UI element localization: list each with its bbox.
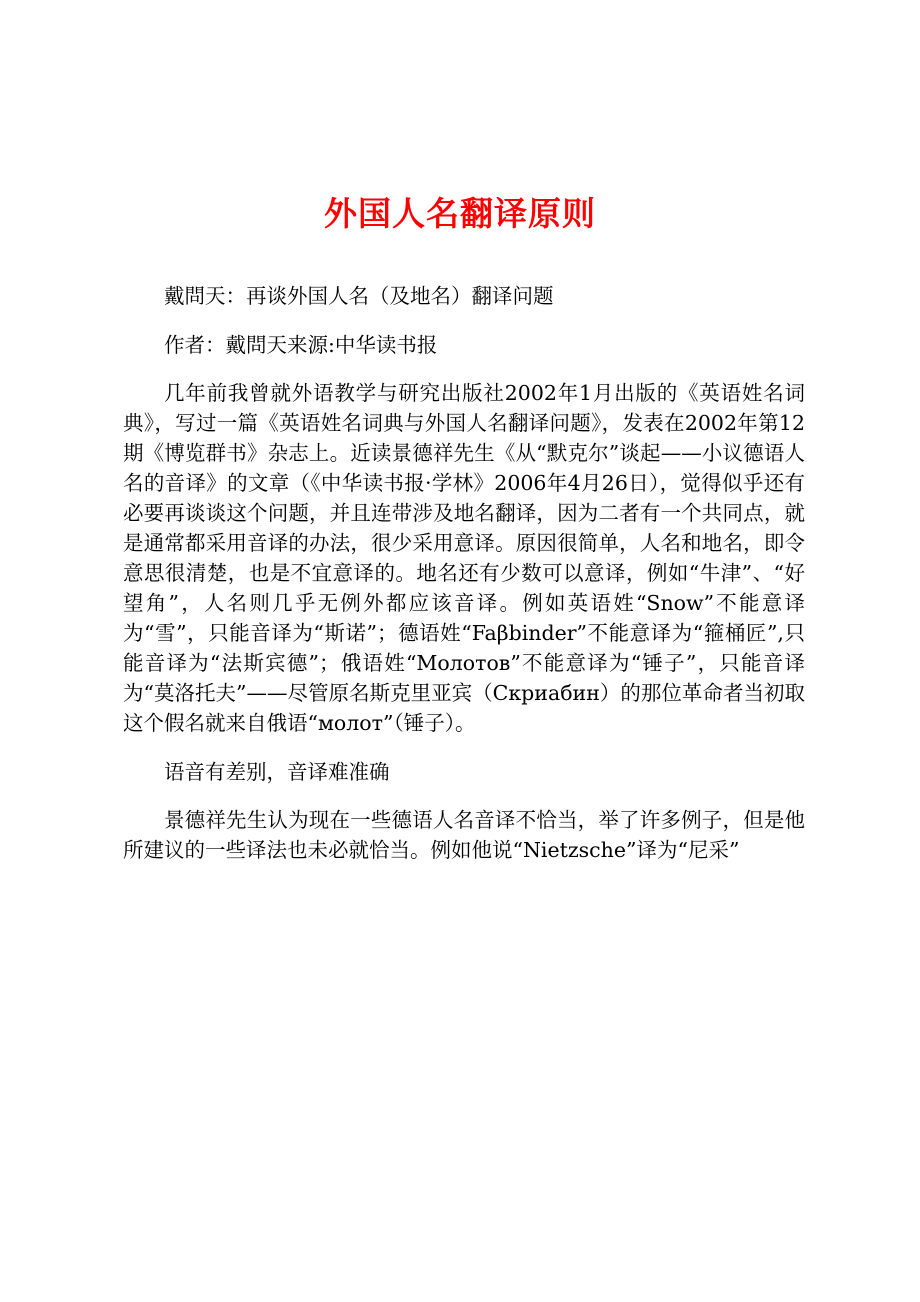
paragraph-body: 景德祥先生认为现在一些德语人名音译不恰当，举了许多例子，但是他所建议的一些译法也未必就恰当。例如他说“Nietzsche”译为“尼采” [123,808,805,862]
document-body [123,281,805,884]
document-title: 外国人名翻译原则 [324,194,596,233]
paragraph-subtitle: 戴問天：再谈外国人名（及地名）翻译问题 [164,284,554,308]
paragraph-intro: 几年前我曾就外语教学与研究出版社2002年1月出版的《英语姓名词典》，写过一篇《英语姓名词典与外国人名翻译问题》，发表在2002年第12期《博览群书》杂志上。近读景德祥先生《从“默克尔”谈起——小议德语人名的音译》的文章（《中华读书报·学林》2006年4月26日），觉得似乎还有必要再谈谈这个问题，并且连带涉及地名翻译，因为二者有一个共同点，就是通常都采用音译的办法，很少采用意译。原因很简单，人名和地名，即令意思很清楚，也是不宜意译的。地名还有少数可以意译，例如“牛津”、“好望角”，人名则几乎无例外都应该音译。例如英语姓“Snow”不能意译为“雪”，只能音译为“斯诺”；德语姓“Faβbinder”不能意译为“箍桶匠”,只能音译为“法斯宾德”；俄语姓“Молотов”不能意译为“锤子”，只能音译为“莫洛托夫”——尽管原名斯克里亚宾（Скриабин）的那位革命者当初取这个假名就来自俄语“молот”（锤子）。 [123,381,805,735]
paragraph-byline: 作者：戴問天来源:中华读书报 [164,332,438,357]
paragraph-section-heading: 语音有差别，音译难准确 [164,759,390,784]
